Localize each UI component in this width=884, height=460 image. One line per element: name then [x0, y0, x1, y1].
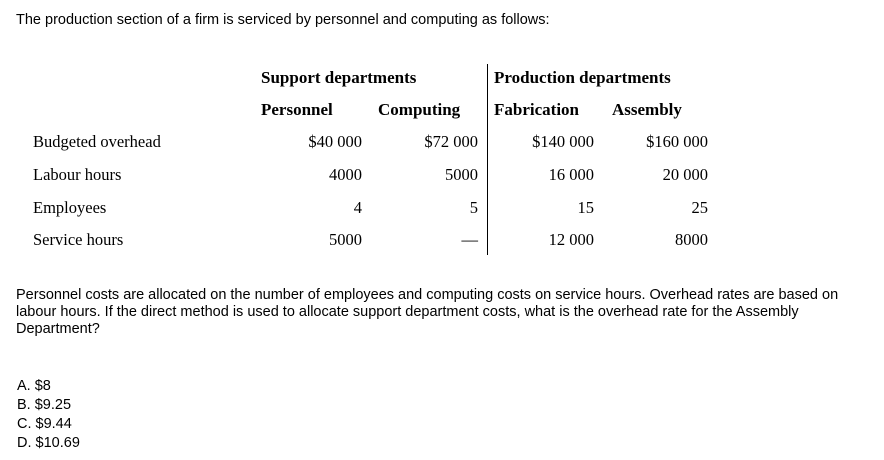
cell-employees-assembly: 25 — [691, 198, 708, 217]
support-departments-header: Support departments — [261, 68, 417, 87]
cell-budgeted-overhead-assembly: $160 000 — [646, 132, 708, 151]
cell-service-hours-assembly: 8000 — [675, 230, 708, 249]
cell-budgeted-overhead-computing: $72 000 — [424, 132, 478, 151]
column-header-personnel: Personnel — [261, 100, 333, 119]
cell-service-hours-computing: — — [461, 230, 478, 249]
cell-labour-hours-personnel: 4000 — [329, 165, 362, 184]
production-departments-header: Production departments — [494, 68, 671, 87]
cell-service-hours-personnel: 5000 — [329, 230, 362, 249]
cell-employees-fabrication: 15 — [577, 198, 594, 217]
option-d[interactable]: D. $10.69 — [17, 435, 80, 451]
cell-employees-personnel: 4 — [353, 198, 362, 217]
cell-service-hours-fabrication: 12 000 — [548, 230, 594, 249]
cell-employees-computing: 5 — [469, 198, 478, 217]
answer-options — [17, 377, 80, 453]
question-text: Personnel costs are allocated on the number of employees and computing costs on service hours. Overhead rates are based on labour hours. If the direct method is used to allocate support department costs, what is the overhead rate for the Assembly Department? — [16, 287, 839, 337]
option-c[interactable]: C. $9.44 — [17, 416, 72, 432]
row-label-service-hours: Service hours — [33, 230, 124, 249]
option-a[interactable]: A. $8 — [17, 378, 51, 394]
cell-budgeted-overhead-fabrication: $140 000 — [532, 132, 594, 151]
cell-labour-hours-fabrication: 16 000 — [548, 165, 594, 184]
option-b[interactable]: B. $9.25 — [17, 397, 72, 413]
column-header-computing: Computing — [378, 100, 461, 119]
row-label-employees: Employees — [33, 198, 107, 217]
cell-labour-hours-assembly: 20 000 — [662, 165, 708, 184]
column-header-assembly: Assembly — [612, 100, 682, 119]
cell-budgeted-overhead-personnel: $40 000 — [308, 132, 362, 151]
row-label-budgeted-overhead: Budgeted overhead — [33, 132, 161, 151]
intro-text: The production section of a firm is serviced by personnel and computing as follows: — [16, 12, 550, 28]
cell-labour-hours-computing: 5000 — [445, 165, 478, 184]
row-label-labour-hours: Labour hours — [33, 165, 122, 184]
column-divider — [487, 64, 488, 255]
column-header-fabrication: Fabrication — [494, 100, 579, 119]
